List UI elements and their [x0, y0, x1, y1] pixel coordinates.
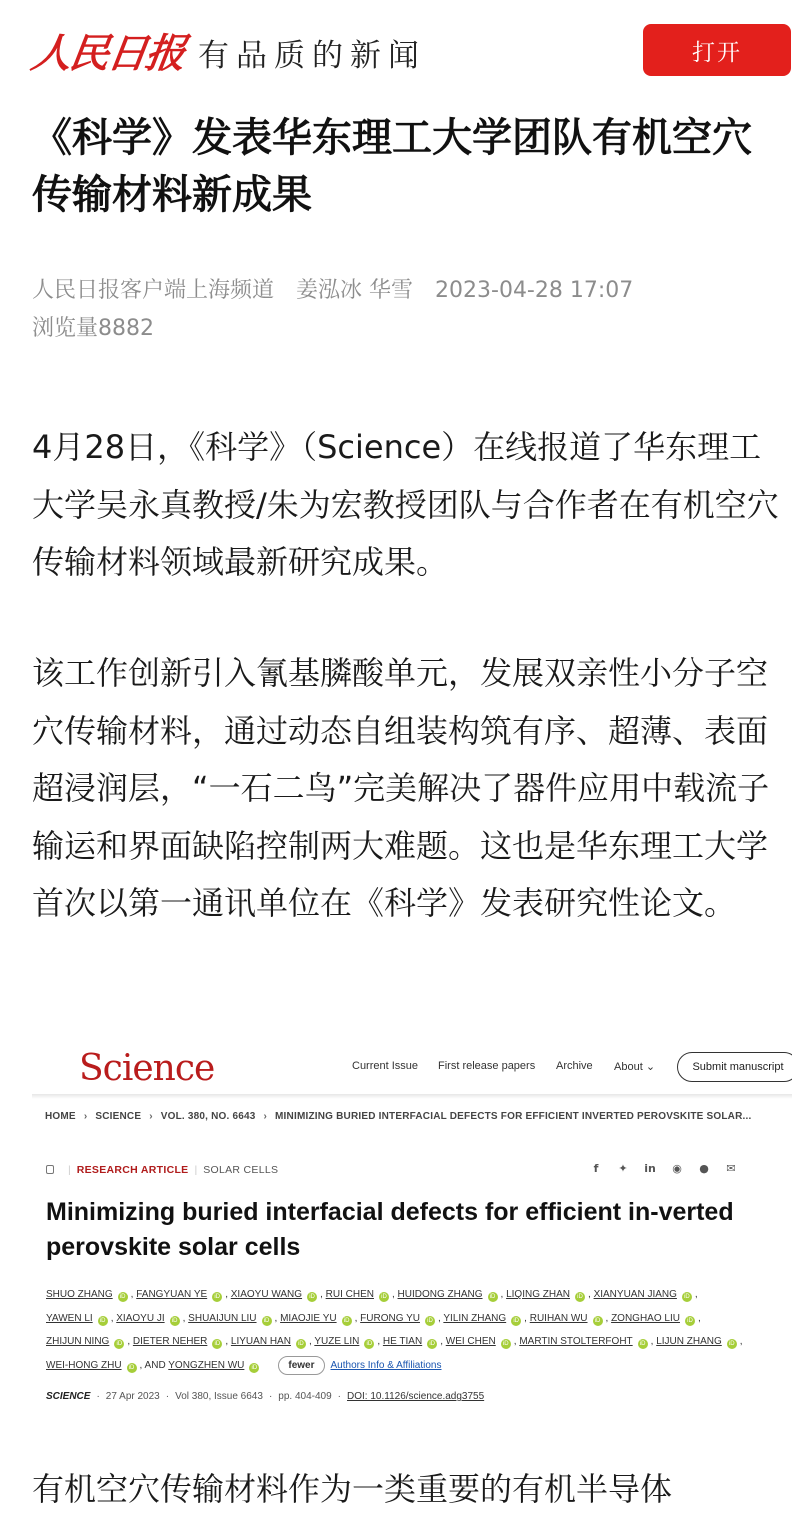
author-name: ZHIJUN NING — [46, 1336, 110, 1347]
author-name: YONGZHEN WU — [168, 1359, 245, 1371]
author-name: LIYUAN HAN — [230, 1336, 291, 1347]
open-app-button[interactable]: 打开 — [643, 24, 791, 76]
nav-about: About ⌄ — [614, 1061, 656, 1073]
top-bar — [0, 0, 799, 100]
article-meta — [32, 272, 772, 348]
slogan: 有品质的新闻 — [198, 38, 426, 74]
publication-info: SCIENCE · 27 Apr 2023 · Vol 380, Issue 6643 · pp. 404-409 · DOI: 10.1126/science.adg3755 — [46, 1391, 485, 1402]
wechat-icon: ● — [699, 1162, 709, 1175]
author-name: RUI CHEN — [325, 1289, 374, 1300]
nav-current-issue: Current Issue — [352, 1060, 419, 1072]
breadcrumb-home: HOME — [45, 1111, 76, 1122]
science-header — [32, 1036, 792, 1094]
article-paragraph-3: 有机空穴传输材料作为一类重要的有机半导体 — [32, 1470, 673, 1508]
orcid-icon: iD — [575, 1292, 585, 1302]
view-count: 浏览量8882 — [32, 316, 154, 341]
volume-issue: Vol 380, Issue 6643 — [175, 1391, 263, 1402]
author-name: WEI CHEN — [445, 1336, 496, 1347]
author-name: XIAOYU JI — [116, 1312, 165, 1324]
article-datetime: 2023-04-28 17:07 — [435, 278, 634, 303]
author-list: SHUO ZHANG iD , FANGYUAN YE iD , XIAOYU WANG iD , RUI CHEN iD , HUIDONG ZHANG iD , LIQING ZHAN iD , XIANYUAN JIANG iD , YAWEN LI iD , XIAOYU JI iD , SHUAIJUN LIU iD , MIAOJIE YU iD , FURONG YU iD , YILIN ZHANG iD , RUIHAN WU iD , ZONGHAO LIU iD , ZHIJUN NING iD , DIETER NEHER iD , LIYUAN HAN iD , YUZE LIN iD , HE TIAN iD , WEI CHEN iD , MARTIN STOLTERFOHT iD , LIJUN ZHANG iD , WEI-HONG ZHU iD , AND YONGZHEN WU iD fewer Authors Info & Affiliations — [46, 1283, 746, 1377]
orcid-icon: iD — [425, 1316, 435, 1326]
article-authors: 姜泓冰 华雪 — [296, 278, 414, 303]
breadcrumb — [45, 1111, 751, 1122]
lock-icon — [46, 1165, 54, 1174]
author-name: YAWEN LI — [46, 1312, 93, 1324]
orcid-icon: iD — [685, 1316, 695, 1326]
orcid-icon: iD — [296, 1339, 306, 1349]
authors-affiliations-link: Authors Info & Affiliations — [330, 1359, 442, 1371]
people-daily-logo: 人民日报 — [28, 30, 187, 77]
author-name: YUZE LIN — [314, 1336, 360, 1347]
article-title: 《科学》发表华东理工大学团队有机空穴传输材料新成果 — [32, 115, 752, 218]
breadcrumb-science: SCIENCE — [95, 1111, 142, 1122]
journal-name: SCIENCE — [46, 1391, 91, 1402]
author-name: SHUAIJUN LIU — [188, 1312, 257, 1324]
science-article-title: Minimizing buried interfacial defects for efficient in-verted perovskite solar cells — [46, 1198, 734, 1261]
orcid-icon: iD — [114, 1339, 124, 1349]
chevron-right-icon: › — [263, 1111, 268, 1122]
orcid-icon: iD — [170, 1316, 180, 1326]
page-range: pp. 404-409 — [278, 1391, 332, 1402]
article-type-row: | RESEARCH ARTICLE | SOLAR CELLS — [46, 1164, 278, 1176]
author-name: LIJUN ZHANG — [656, 1336, 722, 1347]
orcid-icon: iD — [488, 1292, 498, 1302]
orcid-icon: iD — [364, 1339, 374, 1349]
article-paragraph-2: 该工作创新引入氰基膦酸单元，发展双亲性小分子空穴传输材料，通过动态自组装构筑有序、超薄、表面超浸润层，“一石二鸟”完美解决了器件应用中载流子输运和界面缺陷控制两大难题。这也是华东理工大学首次以第一通讯单位在《科学》发表研究性论文。 — [32, 654, 770, 922]
orcid-icon: iD — [127, 1363, 137, 1373]
facebook-icon: f — [593, 1162, 599, 1175]
article-paragraph-1: 4月28日，《科学》（Science）在线报道了华东理工大学吴永真教授/朱为宏教授团队与合作者在有机空穴传输材料领域最新研究成果。 — [32, 428, 779, 581]
author-name: SHUO ZHANG — [46, 1289, 113, 1300]
breadcrumb-volume: VOL. 380, NO. 6643 — [160, 1111, 256, 1122]
email-icon: ✉ — [726, 1162, 736, 1175]
orcid-icon: iD — [379, 1292, 389, 1302]
nav-first-release: First release papers — [438, 1060, 536, 1072]
nav-archive: Archive — [556, 1060, 593, 1072]
orcid-icon: iD — [249, 1363, 259, 1373]
author-name: YILIN ZHANG — [443, 1312, 507, 1324]
author-name: HE TIAN — [382, 1336, 423, 1347]
orcid-icon: iD — [212, 1339, 222, 1349]
orcid-icon: iD — [593, 1316, 603, 1326]
chevron-right-icon: › — [149, 1111, 153, 1122]
orcid-icon: iD — [511, 1316, 521, 1326]
orcid-icon: iD — [682, 1292, 692, 1302]
author-name: XIAOYU WANG — [230, 1289, 303, 1300]
science-article-screenshot — [32, 1036, 792, 1412]
chevron-right-icon: › — [83, 1111, 88, 1122]
author-name: LIQING ZHAN — [506, 1289, 570, 1300]
orcid-icon: iD — [638, 1339, 648, 1349]
orcid-icon: iD — [98, 1316, 108, 1326]
chevron-down-icon: ⌄ — [645, 1061, 656, 1073]
orcid-icon: iD — [501, 1339, 511, 1349]
article-type: RESEARCH ARTICLE — [76, 1164, 189, 1176]
science-logo: Science — [79, 1048, 215, 1089]
author-name: MARTIN STOLTERFOHT — [519, 1336, 633, 1347]
author-and: , AND — [139, 1359, 169, 1371]
author-name: DIETER NEHER — [132, 1336, 208, 1347]
orcid-icon: iD — [307, 1292, 317, 1302]
twitter-icon: ✦ — [618, 1162, 628, 1175]
author-name: FURONG YU — [360, 1312, 420, 1324]
breadcrumb-article: MINIMIZING BURIED INTERFACIAL DEFECTS FOR EFFICIENT INVERTED PEROVSKITE SOLAR... — [275, 1111, 752, 1122]
orcid-icon: iD — [212, 1292, 222, 1302]
doi-link: DOI: 10.1126/science.adg3755 — [347, 1391, 485, 1402]
header-divider — [32, 1094, 792, 1099]
author-name: RUIHAN WU — [529, 1312, 588, 1324]
submit-manuscript-button: Submit manuscript — [677, 1052, 792, 1082]
share-icons — [588, 1162, 739, 1176]
article-subject: SOLAR CELLS — [203, 1164, 279, 1176]
linkedin-icon: in — [644, 1162, 656, 1175]
orcid-icon: iD — [262, 1316, 272, 1326]
reddit-icon: ◉ — [672, 1162, 682, 1175]
author-name: ZONGHAO LIU — [611, 1312, 680, 1324]
orcid-icon: iD — [727, 1339, 737, 1349]
author-name: HUIDONG ZHANG — [397, 1289, 483, 1300]
orcid-icon: iD — [427, 1339, 437, 1349]
author-name: FANGYUAN YE — [136, 1289, 208, 1300]
orcid-icon: iD — [118, 1292, 128, 1302]
author-name: MIAOJIE YU — [280, 1312, 337, 1324]
orcid-icon: iD — [342, 1316, 352, 1326]
article-source[interactable]: 人民日报客户端上海频道 — [32, 278, 275, 303]
author-name: XIANYUAN JIANG — [593, 1289, 677, 1300]
fewer-button: fewer — [278, 1356, 324, 1375]
author-name: WEI-HONG ZHU — [46, 1359, 122, 1371]
publication-date: 27 Apr 2023 — [105, 1391, 160, 1402]
